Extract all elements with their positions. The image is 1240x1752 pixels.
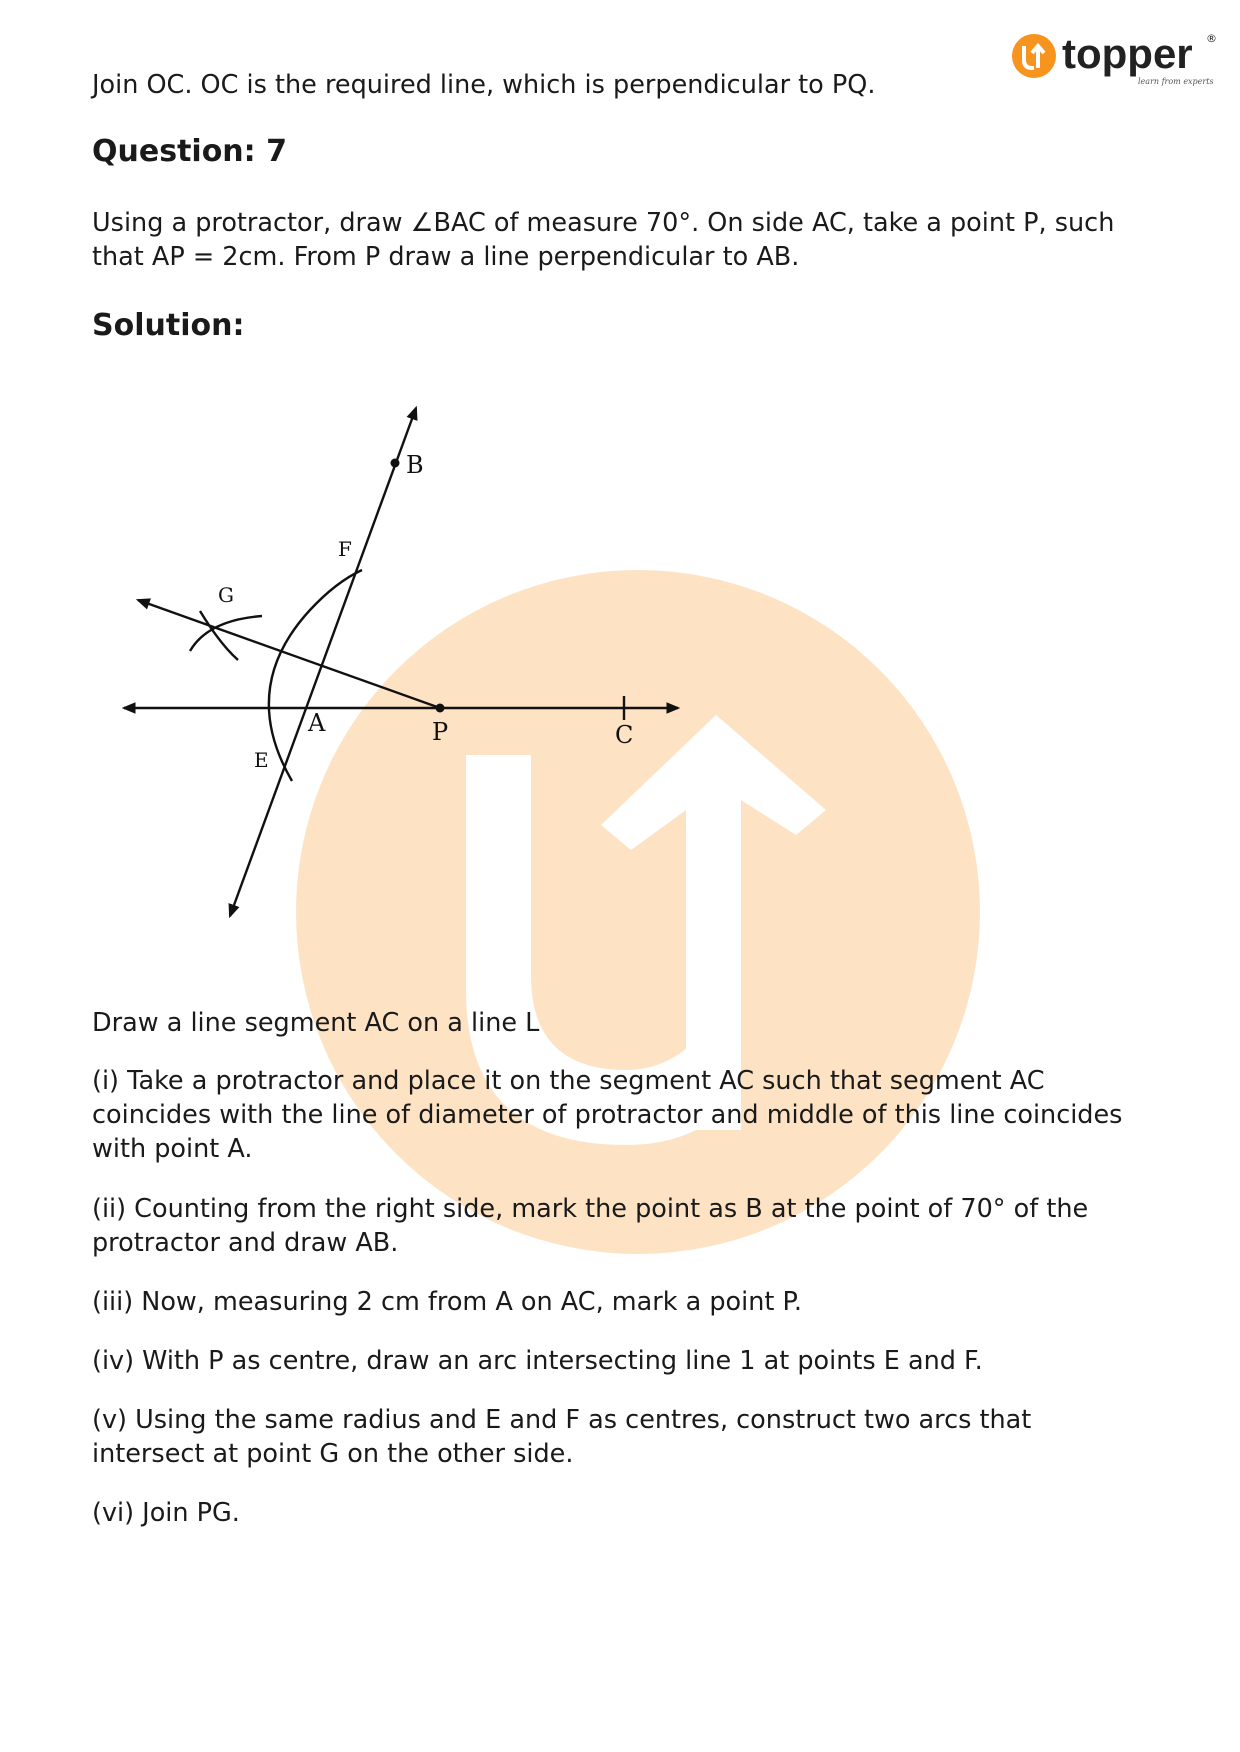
- question-text-line-2: that AP = 2cm. From P draw a line perpendicular to AB.: [92, 242, 800, 272]
- step-1-line-2: coincides with the line of diameter of protractor and middle of this line coincides: [92, 1100, 1123, 1130]
- ray-pg: [138, 600, 440, 708]
- label-f: F: [338, 537, 352, 561]
- step-intro: Draw a line segment AC on a line L: [92, 1008, 540, 1038]
- logo-wordmark: topper: [1062, 30, 1193, 77]
- point-p: [436, 704, 445, 713]
- question-text-line-1: Using a protractor, draw ∠BAC of measure 70°. On side AC, take a point P, such: [92, 208, 1115, 238]
- step-4: (iv) With P as centre, draw an arc intersecting line 1 at points E and F.: [92, 1346, 983, 1376]
- ray-ab: [230, 408, 416, 916]
- label-p: P: [432, 718, 449, 746]
- step-5-line-1: (v) Using the same radius and E and F as centres, construct two arcs that: [92, 1405, 1032, 1435]
- topper-logo: [1010, 28, 1215, 92]
- label-g: G: [218, 583, 234, 607]
- point-b: [391, 459, 400, 468]
- step-3: (iii) Now, measuring 2 cm from A on AC, mark a point P.: [92, 1287, 803, 1317]
- intro-line: Join OC. OC is the required line, which is perpendicular to PQ.: [92, 70, 876, 100]
- logo-tagline: learn from experts: [1138, 77, 1214, 86]
- label-b: B: [406, 451, 424, 479]
- step-1-line-1: (i) Take a protractor and place it on the segment AC such that segment AC: [92, 1066, 1045, 1096]
- registered-mark: ®: [1206, 32, 1217, 45]
- label-e: E: [254, 748, 269, 772]
- step-2-line-1: (ii) Counting from the right side, mark the point as B at the point of 70° of the: [92, 1194, 1089, 1224]
- label-a: A: [308, 709, 326, 737]
- question-heading: Question: 7: [92, 134, 287, 169]
- step-1-line-3: with point A.: [92, 1134, 253, 1164]
- label-c: C: [615, 721, 634, 749]
- step-6: (vi) Join PG.: [92, 1498, 240, 1528]
- construction-figure: [110, 398, 710, 938]
- logo-badge-icon: [1012, 34, 1056, 78]
- step-5-line-2: intersect at point G on the other side.: [92, 1439, 574, 1469]
- solution-heading: Solution:: [92, 308, 245, 343]
- arc-g-2: [200, 611, 238, 660]
- step-2-line-2: protractor and draw AB.: [92, 1228, 399, 1258]
